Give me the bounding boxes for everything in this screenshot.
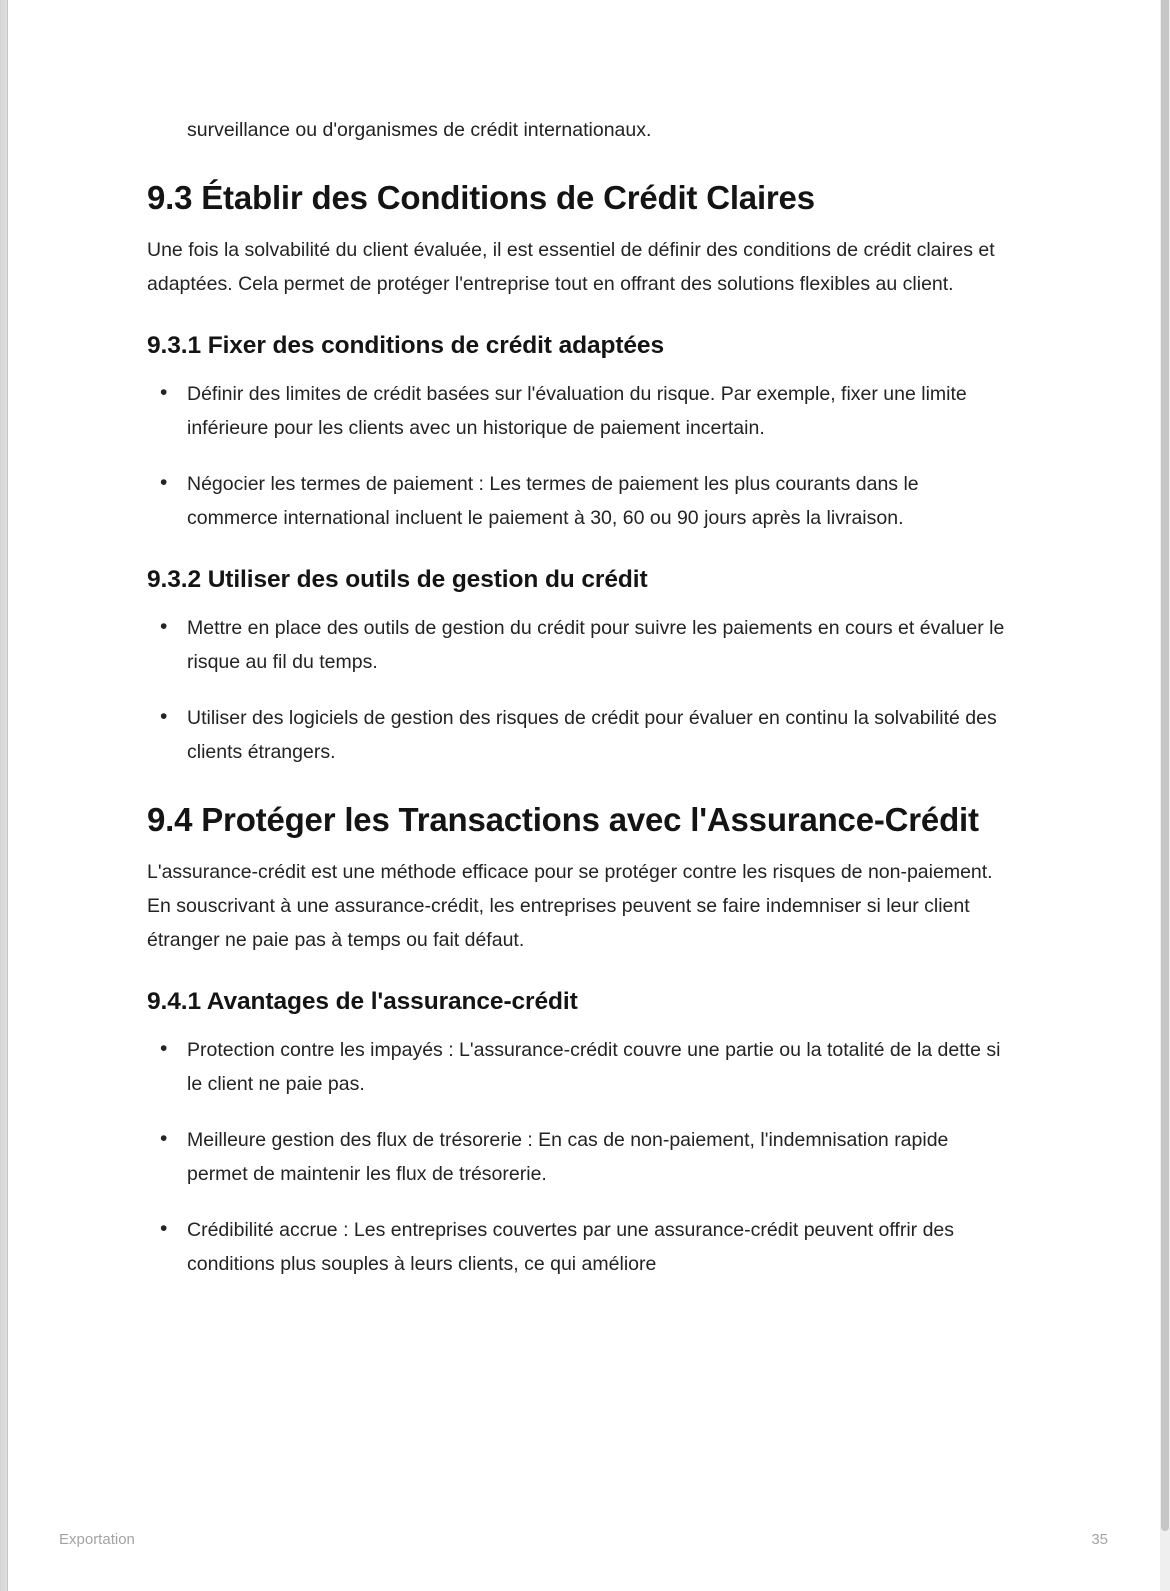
list-item <box>147 701 1008 769</box>
viewer-background-strip <box>0 0 8 1591</box>
list-item <box>147 611 1008 679</box>
bullet-icon: • <box>160 381 168 404</box>
list-item-text: Mettre en place des outils de gestion du crédit pour suivre les paiements en cours et évaluer le risque au fil du temps. <box>187 617 1005 673</box>
list-item-text: Meilleure gestion des flux de trésorerie : En cas de non-paiement, l'indemnisation rapide permet de maintenir les flux de trésorerie. <box>187 1129 949 1185</box>
section-9-4-intro: L'assurance-crédit est une méthode efficace pour se protéger contre les risques de non-paiement. En souscrivant à une assurance-crédit, les entreprises peuvent se faire indemniser si leur client étranger ne paie pas à temps ou fait défaut. <box>147 861 993 951</box>
list-item-text: Définir des limites de crédit basées sur l'évaluation du risque. Par exemple, fixer une limite inférieure pour les clients avec un historique de paiement incertain. <box>187 383 967 439</box>
list-item <box>147 1033 1008 1101</box>
bullet-icon: • <box>160 615 168 638</box>
bullet-icon: • <box>160 1217 168 1240</box>
list-item-text: Protection contre les impayés : L'assurance-crédit couvre une partie ou la totalité de la dette si le client ne paie pas. <box>187 1039 1001 1095</box>
list-item <box>147 377 1008 445</box>
bullet-icon: • <box>160 1127 168 1150</box>
bullet-icon: • <box>160 705 168 728</box>
continuation-text: surveillance ou d'organismes de crédit internationaux. <box>187 119 652 141</box>
list-item-text: Utiliser des logiciels de gestion des risques de crédit pour évaluer en continu la solvabilité des clients étrangers. <box>187 707 997 763</box>
heading-9-4: 9.4 Protéger les Transactions avec l'Assurance-Crédit <box>147 801 979 838</box>
heading-9-4-1: 9.4.1 Avantages de l'assurance-crédit <box>147 988 578 1015</box>
bullet-icon: • <box>160 471 168 494</box>
list-item-text: Crédibilité accrue : Les entreprises couvertes par une assurance-crédit peuvent offrir des conditions plus souples à leurs clients, ce qui améliore <box>187 1219 955 1275</box>
scrollbar-thumb[interactable] <box>1161 0 1169 1531</box>
section-9-3-intro: Une fois la solvabilité du client évaluée, il est essentiel de définir des conditions de crédit claires et adaptées. Cela permet de protéger l'entreprise tout en offrant des solutions flexibles au client. <box>147 239 995 295</box>
heading-9-3: 9.3 Établir des Conditions de Crédit Claires <box>147 179 815 216</box>
list-item <box>147 1213 1008 1281</box>
scrollbar[interactable] <box>1160 0 1170 1591</box>
footer-document-title: Exportation <box>59 1531 135 1548</box>
list-item <box>147 467 1008 535</box>
heading-9-3-1: 9.3.1 Fixer des conditions de crédit adaptées <box>147 332 664 359</box>
page-number: 35 <box>1091 1531 1108 1548</box>
document-page <box>147 113 1008 1281</box>
bullet-icon: • <box>160 1037 168 1060</box>
list-item <box>147 1123 1008 1191</box>
list-item-text: Négocier les termes de paiement : Les termes de paiement les plus courants dans le commerce international incluent le paiement à 30, 60 ou 90 jours après la livraison. <box>187 473 919 529</box>
heading-9-3-2: 9.3.2 Utiliser des outils de gestion du crédit <box>147 566 648 593</box>
bullet-list-9-3-1 <box>147 377 1008 535</box>
bullet-list-9-3-2 <box>147 611 1008 769</box>
page-footer <box>59 1531 1108 1548</box>
bullet-list-9-4-1 <box>147 1033 1008 1281</box>
